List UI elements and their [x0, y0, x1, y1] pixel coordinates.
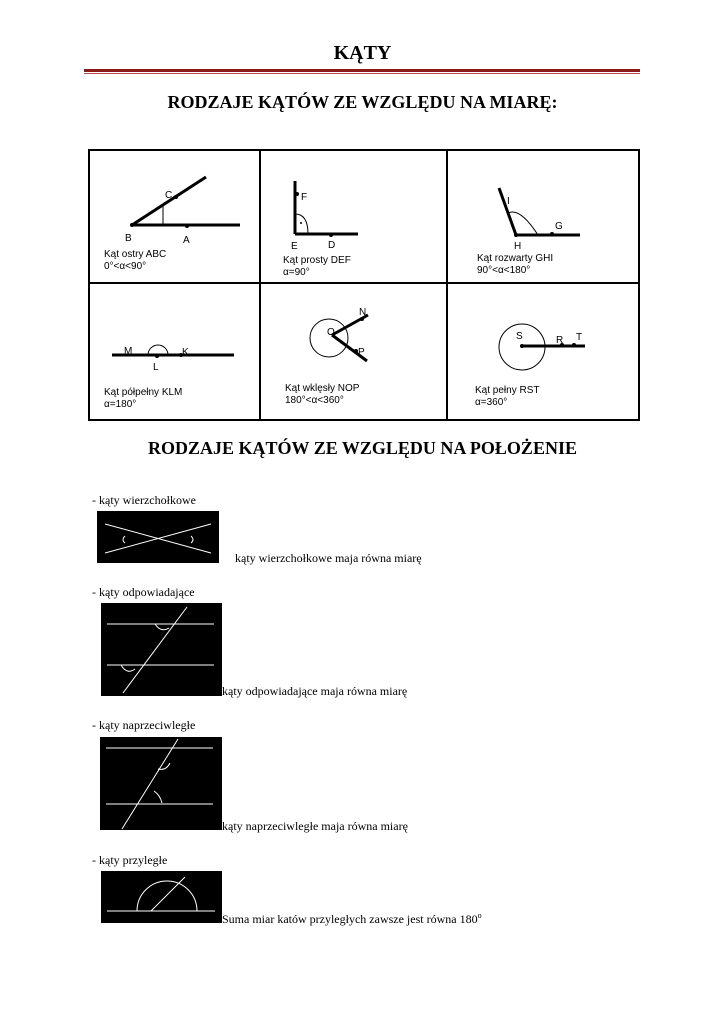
item-desc-alternate: kąty naprzeciwległe maja równa miarę [222, 819, 408, 833]
point-label-r: R [556, 335, 564, 346]
full-angle-figure [499, 324, 585, 370]
caption-right-measure: α=90° [283, 267, 310, 278]
section-heading-measure: RODZAJE KĄTÓW ZE WZGLĘDU NA MIARĘ: [167, 92, 558, 112]
item-desc-adjacent [222, 911, 482, 927]
right-angle-figure [295, 181, 358, 237]
caption-obtuse [477, 253, 553, 277]
vertical-angles-figure [97, 511, 219, 563]
adjacent-angles-drawing [101, 871, 222, 923]
point-label-p: P [358, 347, 365, 358]
caption-obtuse-measure: 90°<α<180° [477, 265, 531, 276]
item-label-corresponding: - kąty odpowiadające [92, 585, 195, 599]
point-label-t: T [576, 332, 583, 343]
caption-acute-name: Kąt ostry ABC [104, 249, 167, 260]
angle-measure-figures [90, 151, 638, 419]
point-label-e: E [291, 241, 298, 252]
alternate-angles-figure [100, 737, 222, 830]
acute-angle-figure [130, 177, 240, 228]
corresponding-angles-drawing [101, 603, 222, 696]
caption-straight [104, 387, 182, 411]
caption-acute [104, 249, 166, 273]
point-label-k: K [182, 347, 189, 358]
item-label-vertical: - kąty wierzchołkowe [92, 493, 196, 507]
vertical-angles-drawing [97, 511, 219, 563]
caption-full-name: Kąt pełny RST [475, 385, 540, 396]
point-label-c: C [165, 190, 173, 201]
item-label-adjacent: - kąty przyległe [92, 853, 168, 867]
point-label-o: O [327, 327, 335, 338]
point-label-s: S [516, 331, 523, 342]
item-desc-adjacent-text: Suma miar katów przyległych zawsze jest równa 180 [222, 912, 478, 926]
caption-reflex-name: Kąt wklęsły NOP [285, 383, 360, 394]
point-label-m: M [124, 346, 133, 357]
point-label-a: A [183, 235, 190, 246]
caption-straight-measure: α=180° [104, 399, 137, 410]
point-label-g: G [555, 221, 563, 232]
caption-reflex-measure: 180°<α<360° [285, 395, 344, 406]
item-desc-vertical: kąty wierzchołkowe maja równa miarę [235, 551, 422, 565]
item-desc-corresponding: kąty odpowiadające maja równa miarę [222, 684, 408, 698]
point-label-n: N [359, 307, 367, 318]
caption-full-measure: α=360° [475, 397, 508, 408]
corresponding-angles-figure [101, 603, 222, 696]
point-label-i: I [507, 196, 510, 207]
alternate-angles-drawing [100, 737, 222, 830]
point-label-h: H [514, 241, 522, 252]
angle-measure-table [88, 149, 640, 421]
adjacent-angles-figure [101, 871, 222, 923]
item-label-alternate: - kąty naprzeciwległe [92, 718, 196, 732]
caption-reflex [285, 383, 359, 407]
degree-superscript: o [477, 911, 482, 920]
caption-acute-measure: 0°<α<90° [104, 261, 147, 272]
point-label-l: L [153, 362, 159, 373]
title-divider [84, 69, 640, 72]
caption-full [475, 385, 539, 409]
caption-obtuse-name: Kąt rozwarty GHI [477, 253, 554, 264]
page-title: KĄTY [333, 42, 392, 64]
obtuse-angle-figure [499, 188, 580, 237]
title-divider-thin [84, 73, 640, 74]
caption-right-name: Kąt prosty DEF [283, 255, 351, 266]
point-label-f: F [301, 192, 308, 203]
caption-right [283, 255, 351, 279]
point-label-d: D [328, 240, 336, 251]
caption-straight-name: Kąt półpełny KLM [104, 387, 183, 398]
section-heading-position: RODZAJE KĄTÓW ZE WZGLĘDU NA POŁOŻENIE [148, 438, 577, 458]
point-label-b: B [125, 233, 132, 244]
